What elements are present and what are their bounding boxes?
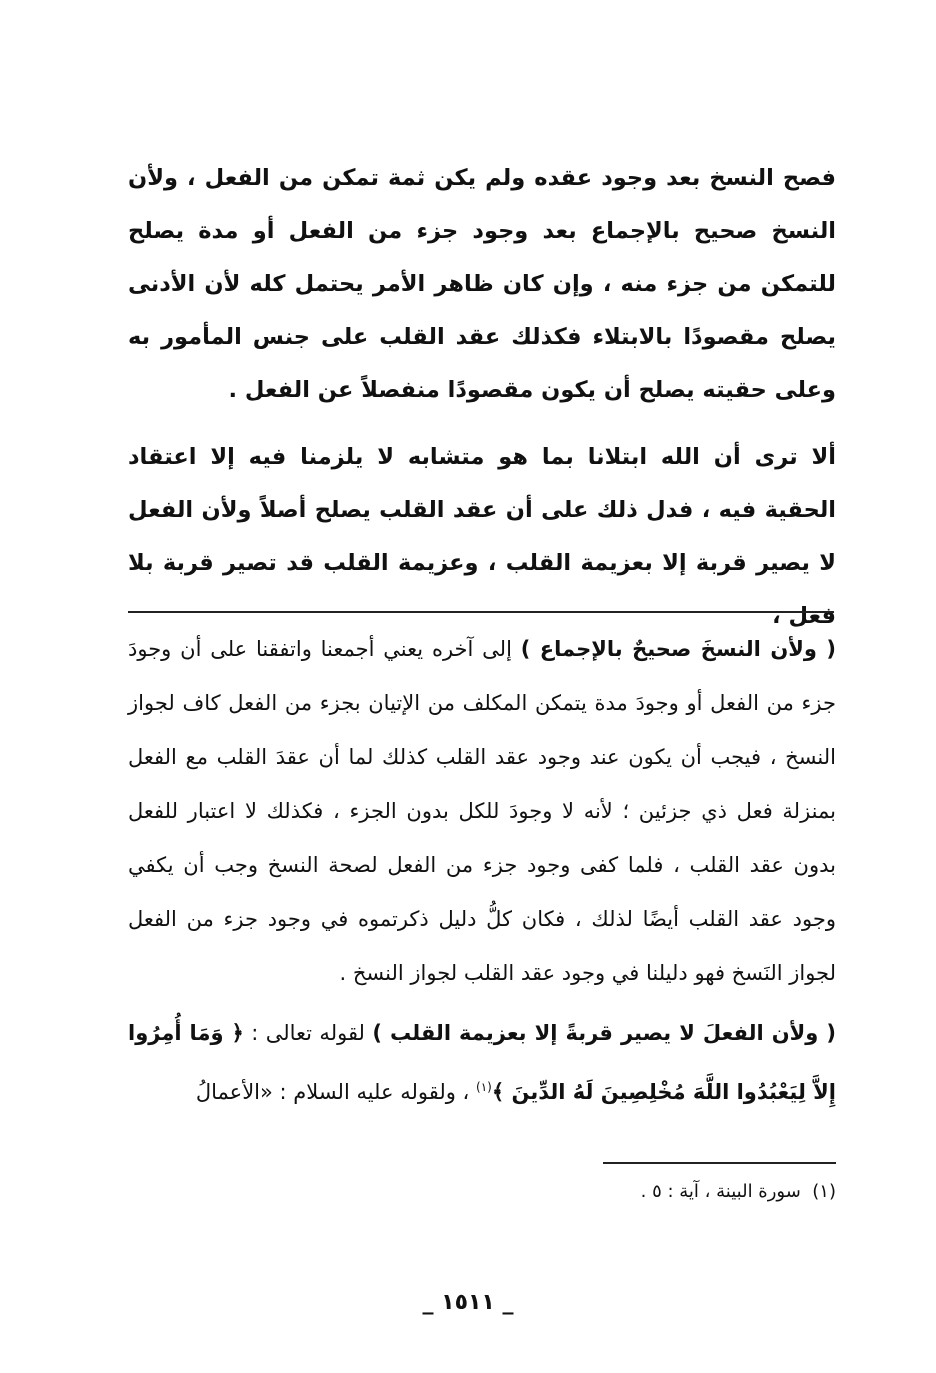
page-number: _ ١٥١١ _ — [422, 1290, 514, 1315]
footnote — [641, 1176, 836, 1208]
commentary — [128, 622, 836, 1119]
commentary-text-2b: ، ولقوله عليه السلام : «الأعمالُ — [195, 1080, 477, 1104]
section-divider — [128, 611, 834, 613]
main-text — [128, 152, 836, 643]
quran-verse: ﴿ وَمَا أُمِرُوا إِلاَّ لِيَعْبُدُوا اللَّهَ مُخْلِصِينَ لَهُ الدِّينَ ﴾ — [128, 1021, 836, 1104]
commentary-quote-2: ( ولأن الفعلَ لا يصير قربةً إلا بعزيمة القلب ) — [372, 1021, 836, 1045]
footnote-text: سورة البينة ، آية : ٥ . — [640, 1181, 801, 1202]
main-paragraph-1: فصح النسخ بعد وجود عقده ولم يكن ثمة تمكن من الفعل ، ولأن النسخ صحيح بالإجماع بعد وجود جزء من الفعل أو مدة يصلح للتمكن من جزء منه ، وإن كان ظاهر الأمر يحتمل كله لأن الأدنى يصلح مقصودًا بالابتلاء فكذلك عقد القلب على جنس المأمور به وعلى حقيته يصلح أن يكون مقصودًا منفصلاً عن الفعل . — [128, 165, 836, 403]
main-paragraph-2: ألا ترى أن الله ابتلانا بما هو متشابه لا يلزمنا فيه إلا اعتقاد الحقية فيه ، فدل ذلك على أن عقد القلب يصلح أصلاً ولأن الفعل لا يصير قربة إلا بعزيمة القلب ، وعزيمة القلب قد تصير قربة بلا فعل ، — [128, 444, 836, 629]
commentary-text-1: إلى آخره يعني أجمعنا واتفقنا على أن وجودَ جزء من الفعل أو وجودَ مدة يتمكن المكلف من الإتيان بجزء من الفعل كاف لجواز النسخ ، فيجب أن يكون عند وجود عقد القلب كذلك لما أن عقدَ القلب مع الفعل بمنزلة فعل ذي جزئين ؛ لأنه لا وجودَ للكل بدون الجزء ، فكذلك لا اعتبار للفعل بدون عقد القلب ، فلما كفى وجود جزء من الفعل لصحة النسخ وجب أن يكفي وجود عقد القلب أيضًا لذلك ، فكان كلُّ دليل ذكرتموه في وجود جزء من الفعل لجواز النَسخ فهو دليلنا في وجود عقد القلب لجواز النسخ . — [128, 637, 836, 985]
commentary-paragraph-2 — [128, 1006, 836, 1119]
footnote-divider — [603, 1162, 836, 1164]
footnote-number: (١) — [812, 1181, 836, 1202]
commentary-text-2a: لقوله تعالى : — [243, 1021, 373, 1045]
footnote-reference: (١) — [476, 1080, 492, 1094]
commentary-paragraph-1 — [128, 622, 836, 1000]
commentary-quote-1: ( ولأن النسخَ صحيحٌ بالإجماع ) — [520, 637, 836, 661]
